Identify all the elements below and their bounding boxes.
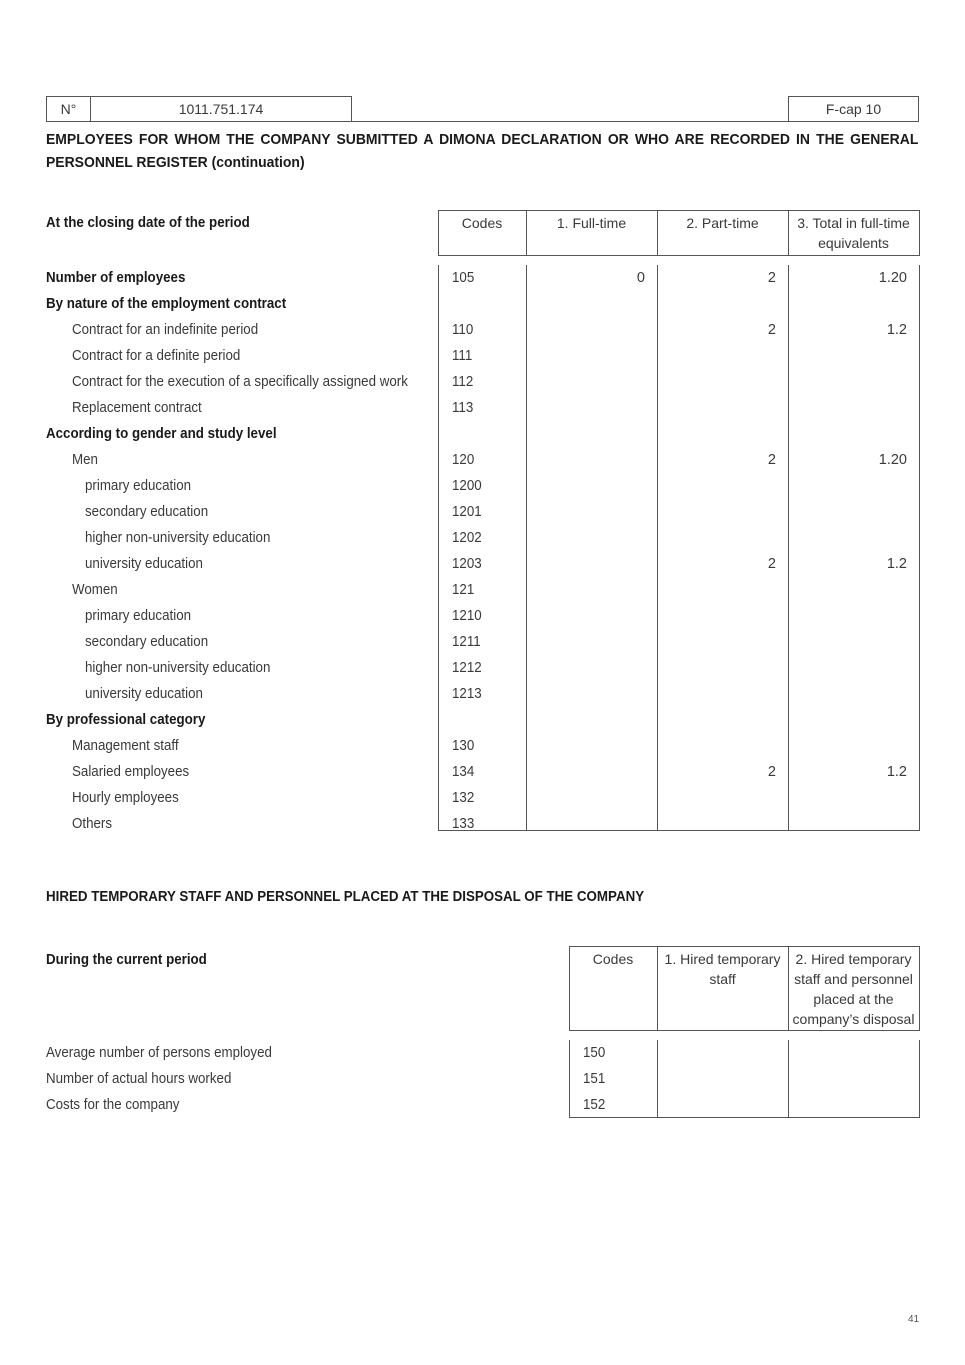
form-code: F-cap 10 bbox=[825, 101, 882, 117]
s1-body-divider bbox=[438, 265, 439, 830]
s1-column-header: 3. Total in full-time equivalents bbox=[797, 215, 910, 251]
row-label: Management staff bbox=[72, 738, 179, 754]
row-label: university education bbox=[85, 686, 203, 702]
section2-period-label: During the current period bbox=[46, 952, 207, 968]
row-part-time: 2 bbox=[767, 270, 776, 286]
page-number: 41 bbox=[908, 1314, 920, 1325]
row-label: Number of actual hours worked bbox=[46, 1071, 232, 1087]
row-code: 1213 bbox=[452, 686, 482, 702]
s2-head-top-border bbox=[569, 946, 920, 947]
row-code: 133 bbox=[452, 816, 475, 832]
s2-column-header: 1. Hired temporary staff bbox=[664, 951, 781, 987]
row-label: Contract for an indefinite period bbox=[72, 322, 259, 338]
row-label: secondary education bbox=[85, 504, 209, 520]
row-total-fte: 1.2 bbox=[886, 322, 907, 338]
s1-column-header: 2. Part-time bbox=[686, 215, 759, 231]
row-part-time: 2 bbox=[767, 322, 776, 338]
s2-body-divider bbox=[569, 1040, 570, 1117]
number-value-box bbox=[90, 96, 352, 122]
row-label: Contract for the execution of a specifically assigned work bbox=[72, 374, 408, 390]
row-label: Number of employees bbox=[46, 270, 186, 286]
row-label: higher non-university education bbox=[85, 530, 271, 546]
s1-head-divider bbox=[788, 210, 789, 255]
row-code: 112 bbox=[452, 374, 474, 390]
row-code: 110 bbox=[452, 322, 474, 338]
s2-body-divider bbox=[657, 1040, 658, 1117]
number-label-box bbox=[46, 96, 91, 122]
row-code: 1203 bbox=[452, 556, 482, 572]
s2-column-header: 2. Hired temporary staff and personnel placed at the company’s disposal bbox=[792, 951, 915, 1027]
row-code: 1210 bbox=[452, 608, 482, 624]
s1-head-bottom-border bbox=[438, 255, 920, 256]
row-part-time: 2 bbox=[767, 764, 776, 780]
row-total-fte: 1.20 bbox=[878, 452, 907, 468]
s1-column-header: 1. Full-time bbox=[556, 215, 627, 231]
row-full-time: 0 bbox=[636, 270, 645, 286]
row-code: 150 bbox=[583, 1045, 606, 1061]
s1-head-divider bbox=[526, 210, 527, 255]
row-total-fte: 1.20 bbox=[878, 270, 907, 286]
s2-body-divider bbox=[919, 1040, 920, 1117]
row-code: 111 bbox=[452, 348, 473, 364]
row-code: 1202 bbox=[452, 530, 482, 546]
row-label: Salaried employees bbox=[72, 764, 190, 780]
s1-body-bottom-border bbox=[438, 830, 920, 831]
s2-column-header: Codes bbox=[592, 951, 634, 967]
s2-head-divider bbox=[569, 946, 570, 1030]
row-code: 121 bbox=[452, 582, 475, 598]
row-label: Women bbox=[72, 582, 118, 598]
s1-body-divider bbox=[788, 265, 789, 830]
number-label: N° bbox=[60, 101, 77, 117]
row-label: Contract for a definite period bbox=[72, 348, 241, 364]
s2-body-divider bbox=[788, 1040, 789, 1117]
row-code: 132 bbox=[452, 790, 475, 806]
form-code-box bbox=[788, 96, 919, 122]
row-label: university education bbox=[85, 556, 203, 572]
s1-head-divider bbox=[438, 210, 439, 255]
row-label: Costs for the company bbox=[46, 1097, 180, 1113]
s2-head-divider bbox=[657, 946, 658, 1030]
number-value: 1011.751.174 bbox=[178, 101, 264, 117]
row-label: primary education bbox=[85, 608, 192, 624]
s2-head-divider bbox=[788, 946, 789, 1030]
row-label: higher non-university education bbox=[85, 660, 271, 676]
s1-column-header: Codes bbox=[461, 215, 503, 231]
row-total-fte: 1.2 bbox=[886, 764, 907, 780]
row-label: secondary education bbox=[85, 634, 209, 650]
row-code: 113 bbox=[452, 400, 474, 416]
row-part-time: 2 bbox=[767, 556, 776, 572]
section1-title: EMPLOYEES FOR WHOM THE COMPANY SUBMITTED A DIMONA DECLARATION OR WHO ARE RECORDED IN THE GENERAL PERSONNEL REGISTER (continuation) bbox=[46, 131, 919, 171]
s2-head-divider bbox=[919, 946, 920, 1030]
row-total-fte: 1.2 bbox=[886, 556, 907, 572]
section1-period-label: At the closing date of the period bbox=[46, 215, 250, 231]
s1-head-divider bbox=[657, 210, 658, 255]
row-label: By nature of the employment contract bbox=[46, 296, 287, 312]
row-label: By professional category bbox=[46, 712, 206, 728]
s1-head-divider bbox=[919, 210, 920, 255]
s2-body-bottom-border bbox=[569, 1117, 920, 1118]
s1-body-divider bbox=[657, 265, 658, 830]
s1-body-divider bbox=[919, 265, 920, 830]
row-label: Replacement contract bbox=[72, 400, 202, 416]
row-label: Men bbox=[72, 452, 98, 468]
row-code: 120 bbox=[452, 452, 475, 468]
s1-head-top-border bbox=[438, 210, 920, 211]
row-code: 105 bbox=[452, 270, 475, 286]
row-code: 1212 bbox=[452, 660, 482, 676]
row-label: Hourly employees bbox=[72, 790, 179, 806]
row-label: Average number of persons employed bbox=[46, 1045, 272, 1061]
s2-head-bottom-border bbox=[569, 1030, 920, 1031]
row-code: 1201 bbox=[452, 504, 482, 520]
row-code: 1200 bbox=[452, 478, 482, 494]
row-code: 130 bbox=[452, 738, 475, 754]
row-label: Others bbox=[72, 816, 113, 832]
row-code: 151 bbox=[583, 1071, 606, 1087]
s1-body-divider bbox=[526, 265, 527, 830]
row-code: 152 bbox=[583, 1097, 606, 1113]
row-label: According to gender and study level bbox=[46, 426, 277, 442]
row-code: 134 bbox=[452, 764, 475, 780]
row-label: primary education bbox=[85, 478, 192, 494]
row-part-time: 2 bbox=[767, 452, 776, 468]
section2-title: HIRED TEMPORARY STAFF AND PERSONNEL PLACED AT THE DISPOSAL OF THE COMPANY bbox=[46, 889, 645, 905]
row-code: 1211 bbox=[452, 634, 481, 650]
